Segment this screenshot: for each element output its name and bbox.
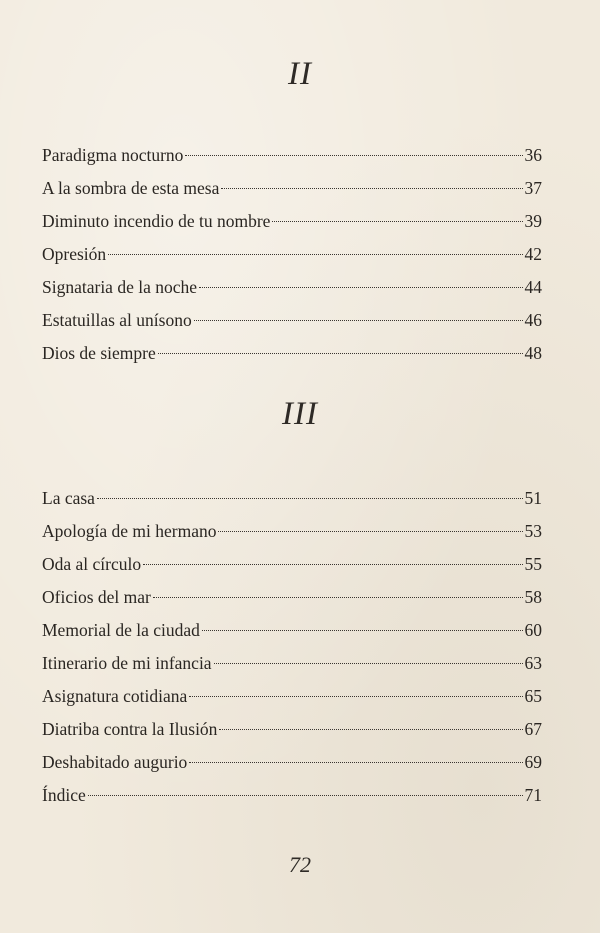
toc-entry-page: 71	[524, 785, 542, 805]
toc-entry	[42, 552, 542, 576]
toc-entry-title: Opresión	[42, 244, 107, 264]
dot-leader	[158, 353, 523, 354]
toc-entry	[42, 783, 542, 807]
toc-entry-page: 37	[524, 178, 542, 198]
toc-entry	[42, 143, 542, 167]
dot-leader	[185, 155, 522, 156]
toc-entry-title: Oda al círculo	[42, 554, 142, 574]
toc-entry	[42, 176, 542, 200]
toc-entry-page: 63	[524, 653, 542, 673]
toc-entry	[42, 717, 542, 741]
toc-entry-title: A la sombra de esta mesa	[42, 178, 220, 198]
toc-entry	[42, 341, 542, 365]
toc-entry-page: 53	[524, 521, 542, 541]
toc-entry	[42, 209, 542, 233]
toc-entry-title: Apología de mi hermano	[42, 521, 217, 541]
toc-entry-title: Itinerario de mi infancia	[42, 653, 212, 673]
toc-entry-page: 42	[524, 244, 542, 264]
section-heading-ii: II	[288, 56, 312, 92]
toc-entry-title: Índice	[42, 785, 86, 805]
toc-entry	[42, 519, 542, 543]
dot-leader	[199, 287, 522, 288]
dot-leader	[108, 254, 522, 255]
toc-entry-page: 51	[524, 488, 542, 508]
toc-entry	[42, 486, 542, 510]
dot-leader	[189, 762, 522, 763]
section-heading-iii: III	[282, 396, 318, 432]
toc-entry	[42, 651, 542, 675]
toc-entry-title: Deshabitado augurio	[42, 752, 188, 772]
toc-entry	[42, 275, 542, 299]
toc-entry-title: Diminuto incendio de tu nombre	[42, 211, 271, 231]
dot-leader	[218, 531, 522, 532]
toc-entry	[42, 585, 542, 609]
toc-entry-title: La casa	[42, 488, 95, 508]
dot-leader	[202, 630, 523, 631]
toc-entry	[42, 750, 542, 774]
toc-entry-title: Diatriba contra la Ilusión	[42, 719, 218, 739]
toc-entry-page: 67	[524, 719, 542, 739]
toc-entry-page: 69	[524, 752, 542, 772]
toc-entry-title: Paradigma nocturno	[42, 145, 184, 165]
toc-entry-page: 46	[524, 310, 542, 330]
toc-section-ii	[42, 143, 542, 374]
toc-entry-page: 44	[524, 277, 542, 297]
toc-entry-page: 36	[524, 145, 542, 165]
dot-leader	[219, 729, 522, 730]
toc-entry-title: Oficios del mar	[42, 587, 151, 607]
toc-entry-page: 60	[524, 620, 542, 640]
toc-entry-title: Asignatura cotidiana	[42, 686, 188, 706]
dot-leader	[194, 320, 523, 321]
toc-entry-title: Estatuillas al unísono	[42, 310, 192, 330]
toc-entry-title: Dios de siempre	[42, 343, 156, 363]
toc-entry	[42, 242, 542, 266]
dot-leader	[189, 696, 522, 697]
page-number: 72	[289, 852, 311, 877]
dot-leader	[88, 795, 523, 796]
toc-entry	[42, 618, 542, 642]
toc-entry-page: 55	[524, 554, 542, 574]
dot-leader	[153, 597, 523, 598]
toc-entry	[42, 308, 542, 332]
toc-entry	[42, 684, 542, 708]
toc-entry-page: 65	[524, 686, 542, 706]
toc-entry-page: 39	[524, 211, 542, 231]
toc-entry-page: 58	[524, 587, 542, 607]
dot-leader	[143, 564, 522, 565]
dot-leader	[214, 663, 523, 664]
toc-entry-title: Signataria de la noche	[42, 277, 198, 297]
toc-entry-page: 48	[524, 343, 542, 363]
toc-entry-title: Memorial de la ciudad	[42, 620, 200, 640]
toc-section-iii	[42, 486, 542, 816]
dot-leader	[221, 188, 522, 189]
dot-leader	[272, 221, 522, 222]
dot-leader	[97, 498, 523, 499]
